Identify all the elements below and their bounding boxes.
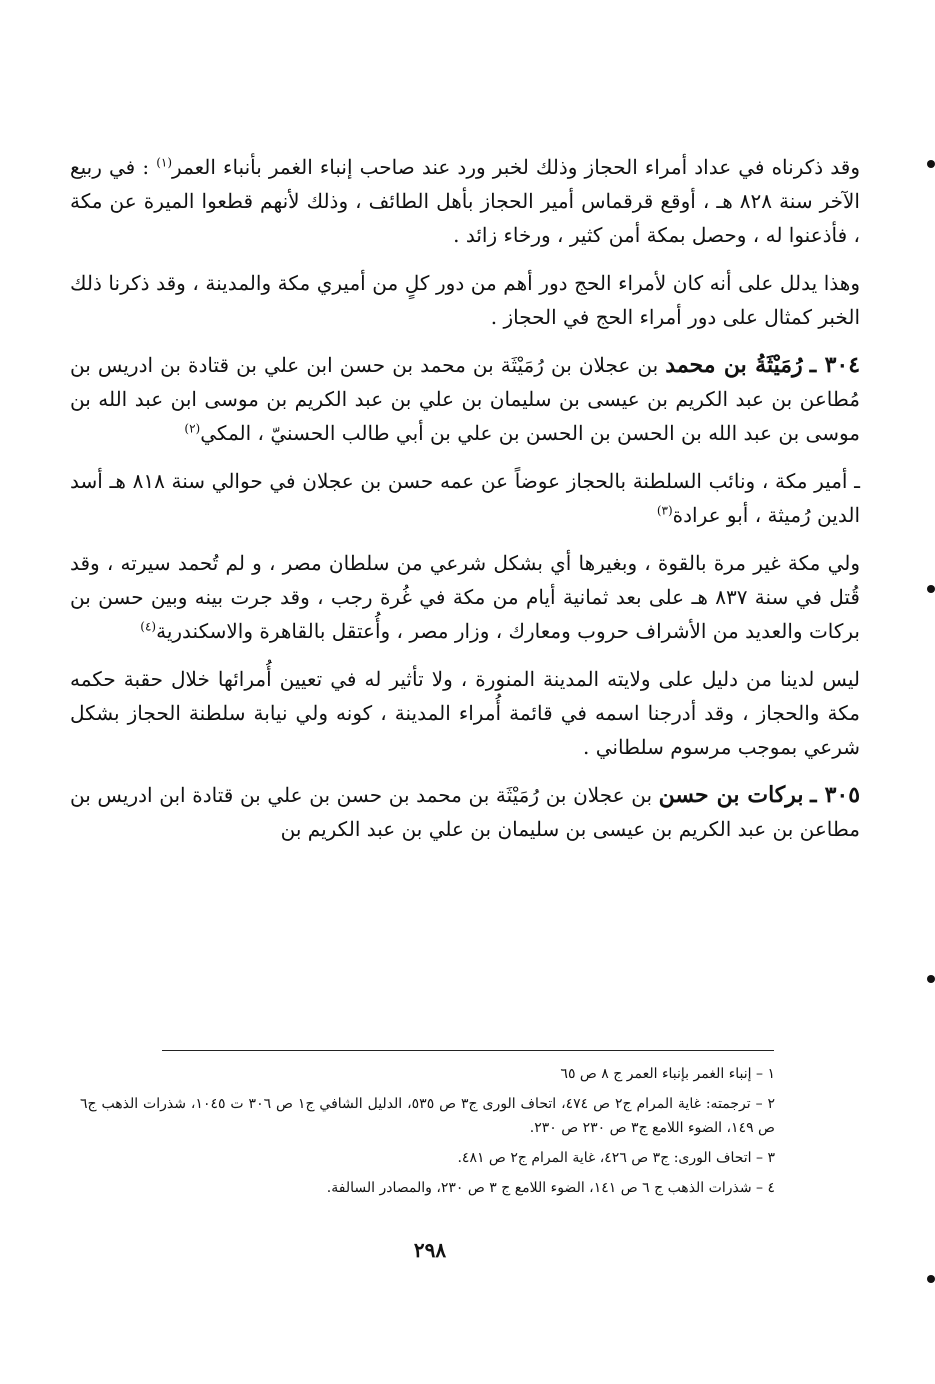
binder-hole-mark: [927, 585, 935, 593]
entry-304-number: ٣٠٤ ـ: [809, 352, 861, 378]
paragraph-1-text: وقد ذكرناه في عداد أمراء الحجاز وذلك لخبر ورد عند صاحب إنباء الغمر بأنباء العمر: [172, 155, 861, 179]
footnote-marker-2: (٢): [184, 421, 201, 436]
footnote-marker-3: (٣): [656, 503, 673, 518]
binder-hole-mark: [927, 1275, 935, 1283]
page-number: ٢٩٨: [413, 1238, 447, 1262]
entry-304: [70, 348, 860, 450]
footnote-divider: [162, 1050, 774, 1051]
binder-hole-mark: [927, 160, 935, 168]
entry-305-number: ٣٠٥ ـ: [810, 782, 861, 808]
paragraph-1-text-cont: : في ربيع الآخر سنة ٨٢٨ هـ ، أوقع قرقماس أمير الحجاز بأهل الطائف ، وذلك لأنهم قطعوا الميرة عن مكة ، فأذعنوا له ، وحصل بمكة أمن كثير ، ورخاء زائد .: [70, 155, 860, 247]
footnotes: [80, 1062, 775, 1206]
footnote-marker-1: (١): [156, 155, 173, 170]
footnote-3: ٣ – اتحاف الورى: ج٣ ص ٤٢٦، غاية المرام ج٢ ص ٤٨١.: [457, 1150, 775, 1166]
paragraph-5-text: ولي مكة غير مرة بالقوة ، وبغيرها أي بشكل شرعي من سلطان مصر ، و لم تُحمد سيرته ، وقد قُتل في سنة ٨٣٧ هـ على بعد ثمانية أيام من مكة في غُرة رجب ، وقد جرت بينه وبين حسن بن بركات والعديد من الأشراف حروب ومعارك ، وزار مصر ، وأُعتقل بالقاهرة والاسكندرية: [70, 551, 860, 643]
paragraph-6: ليس لدينا من دليل على ولايته المدينة المنورة ، ولا تأثير له في تعيين أُمرائها خلال حقبة حكمه مكة والحجاز ، وقد أدرجنا اسمه في قائمة أُمراء المدينة ، كونه ولي نيابة سلطنة الحجاز بشكل شرعي بموجب مرسوم سلطاني .: [70, 667, 860, 759]
footnote-1: ١ – إنباء الغمر بإنباء العمر ج ٨ ص ٦٥: [560, 1066, 775, 1082]
paragraph-1: [70, 150, 860, 252]
footnote-4: ٤ – شذرات الذهب ج ٦ ص ١٤١، الضوء اللامع ج ٣ ص ٢٣٠، والمصادر السالفة.: [326, 1180, 775, 1196]
entry-304-lineage: بن عجلان بن رُمَيْثَة بن محمد بن حسن ابن علي بن قتادة بن ادريس بن مُطاعن بن عبد الكريم بن عيسى بن سليمان بن علي بن عبد الكريم بن موسى ابن عبد الله بن موسى بن عبد الله بن الحسن بن الحسن بن علي بن أبي طالب الحسنيّ ، المكي: [70, 353, 860, 445]
paragraph-5: [70, 546, 860, 648]
paragraph-4-text: ـ أمير مكة ، ونائب السلطنة بالحجاز عوضاً عن عمه حسن بن عجلان في حوالي سنة ٨١٨ هـ أسد الدين رُميثة ، أبو عرادة: [70, 469, 861, 527]
entry-304-name: رُمَيْثَةُ بن محمد: [665, 352, 803, 378]
binder-hole-mark: [927, 975, 935, 983]
paragraph-4: [70, 464, 860, 532]
paragraph-2: وهذا يدلل على أنه كان لأمراء الحج دور أهم من دور كلٍ من أميري مكة والمدينة ، وقد ذكرنا ذلك الخبر كمثال على دور أمراء الحج في الحجاز .: [70, 271, 860, 329]
footnote-2: ٢ – ترجمته: غاية المرام ج٢ ص ٤٧٤، اتحاف الورى ج٣ ص ٥٣٥، الدليل الشافي ج١ ص ٣٠٦ ت ١٠٤٥، شذرات الذهب ج٦ ص ١٤٩، الضوء اللامع ج٣ ص ٢٣٠ ص ٢٣٠.: [80, 1096, 776, 1136]
entry-305-lineage: بن عجلان بن رُمَيْثَة بن محمد بن حسن بن علي بن قتادة ابن ادريس بن مطاعن بن عبد الكريم بن عيسى بن سليمان بن علي بن عبد الكريم بن: [70, 783, 860, 841]
main-text: [70, 150, 860, 860]
entry-305: [70, 778, 860, 846]
entry-305-name: بركات بن حسن: [658, 782, 804, 808]
footnote-marker-4: (٤): [140, 619, 157, 634]
